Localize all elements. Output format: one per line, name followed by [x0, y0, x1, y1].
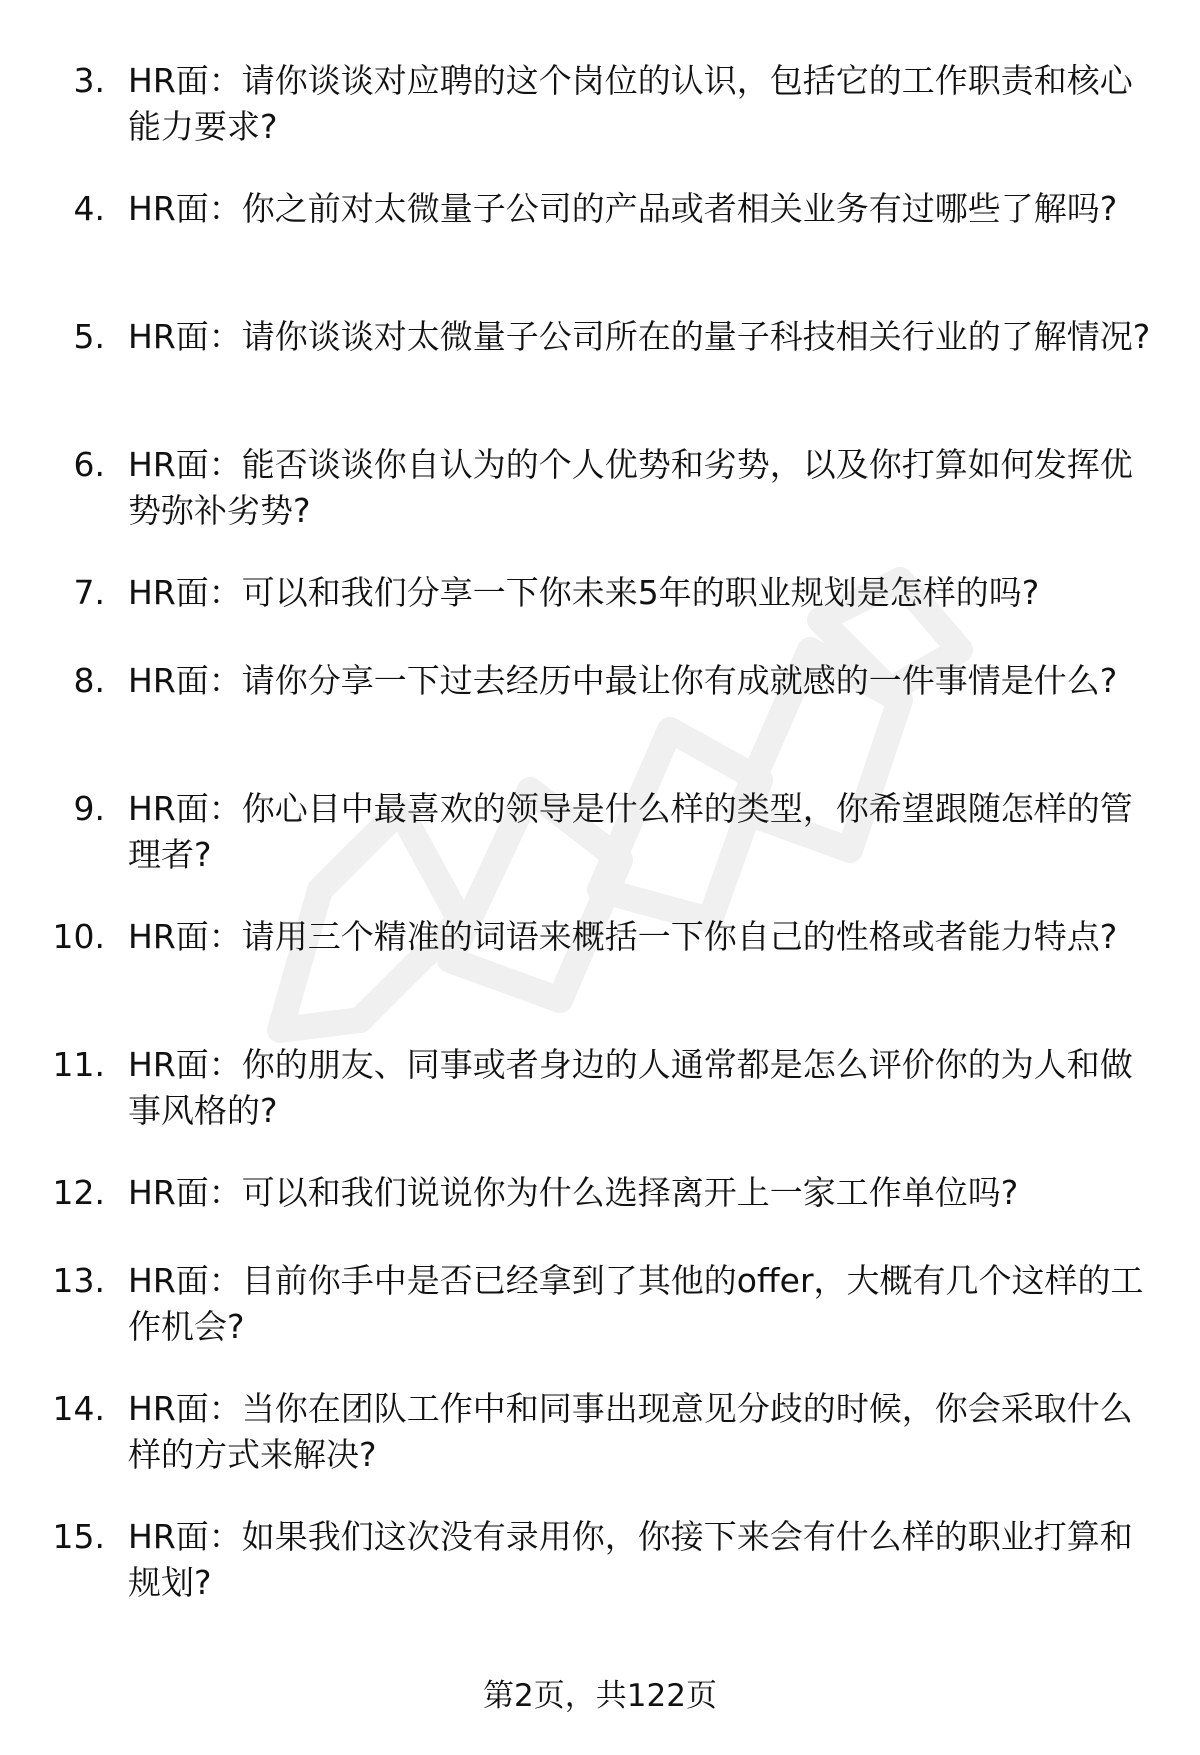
question-number: 8. — [73, 661, 105, 700]
question-number: 9. — [73, 789, 105, 828]
question-number: 12. — [52, 1173, 105, 1212]
question-number: 10. — [52, 917, 105, 956]
question-text: HR面：如果我们这次没有录用你，你接下来会有什么样的职业打算和规划? — [128, 1517, 1133, 1602]
question-text: HR面：当你在团队工作中和同事出现意见分歧的时候，你会采取什么样的方式来解决? — [128, 1389, 1133, 1474]
question-number: 15. — [52, 1517, 105, 1556]
list-item — [0, 314, 1200, 442]
list-item — [0, 186, 1200, 314]
list-item — [0, 1042, 1200, 1170]
question-text: HR面：目前你手中是否已经拿到了其他的offer，大概有几个这样的工作机会? — [128, 1261, 1144, 1346]
question-text: HR面：请用三个精准的词语来概括一下你自己的性格或者能力特点? — [128, 917, 1118, 956]
question-text: HR面：请你谈谈对应聘的这个岗位的认识，包括它的工作职责和核心能力要求? — [128, 61, 1133, 146]
question-number: 5. — [73, 317, 105, 356]
question-number: 3. — [73, 61, 105, 100]
list-item — [0, 786, 1200, 914]
list-item — [0, 1514, 1200, 1642]
question-number: 6. — [73, 445, 105, 484]
list-item — [0, 1258, 1200, 1386]
question-text: HR面：能否谈谈你自认为的个人优势和劣势，以及你打算如何发挥优势弥补劣势? — [128, 445, 1133, 530]
question-text: HR面：请你分享一下过去经历中最让你有成就感的一件事情是什么? — [128, 661, 1118, 700]
list-item — [0, 658, 1200, 786]
question-text: HR面：请你谈谈对太微量子公司所在的量子科技相关行业的了解情况? — [128, 317, 1151, 356]
question-text: HR面：你的朋友、同事或者身边的人通常都是怎么评价你的为人和做事风格的? — [128, 1045, 1133, 1130]
question-number: 14. — [52, 1389, 105, 1428]
question-text: HR面：你心目中最喜欢的领导是什么样的类型，你希望跟随怎样的管理者? — [128, 789, 1133, 874]
list-item — [0, 570, 1200, 658]
list-item — [0, 914, 1200, 1042]
question-number: 13. — [52, 1261, 105, 1300]
list-item — [0, 1170, 1200, 1258]
question-number: 4. — [73, 189, 105, 228]
page-number-footer: 第2页，共122页 — [483, 1678, 717, 1714]
list-item — [0, 1386, 1200, 1514]
question-text: HR面：可以和我们分享一下你未来5年的职业规划是怎样的吗? — [128, 573, 1040, 612]
list-item — [0, 442, 1200, 570]
question-number: 11. — [52, 1045, 105, 1084]
question-text: HR面：你之前对太微量子公司的产品或者相关业务有过哪些了解吗? — [128, 189, 1118, 228]
question-text: HR面：可以和我们说说你为什么选择离开上一家工作单位吗? — [128, 1173, 1019, 1212]
question-list — [0, 58, 1200, 1642]
list-item — [0, 58, 1200, 186]
question-number: 7. — [73, 573, 105, 612]
